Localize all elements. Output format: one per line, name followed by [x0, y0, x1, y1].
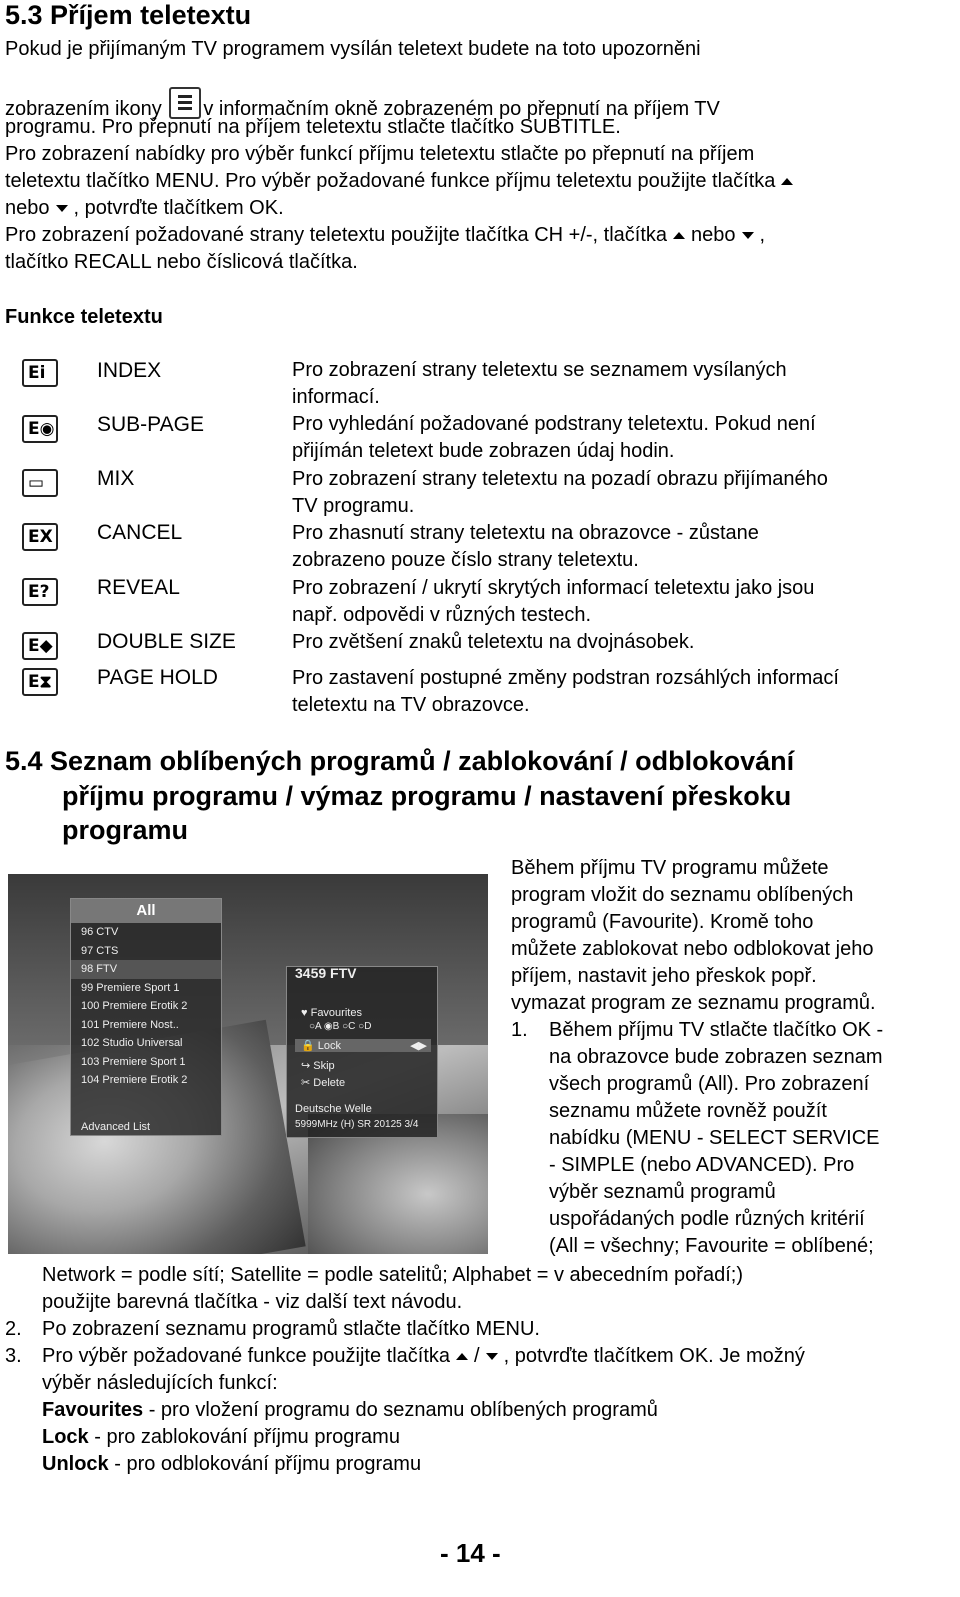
paragraph-line: Pro zobrazení požadované strany teletextu použijte tlačítka CH +/-, tlačítka nebo ,: [5, 224, 766, 246]
advanced-list-button[interactable]: Advanced List: [81, 1121, 151, 1133]
double-size-icon: E◆: [22, 632, 58, 660]
paragraph-line: zobrazením ikony v informačním okně zobrazeném po přepnutí na příjem TV: [5, 87, 720, 123]
channel-info-title: 3459 FTV: [295, 965, 357, 981]
step-1-continued: Network = podle sítí; Satellite = podle satelitů; Alphabet = v abecedním pořadí;): [42, 1264, 743, 1286]
subpage-icon: E◉: [22, 415, 58, 443]
arrow-up-icon: [673, 232, 685, 239]
function-name: MIX: [97, 467, 135, 490]
function-desc: Pro vyhledání požadované podstrany teletextu. Pokud není přijímán teletext bude zobrazen údaj hodin.: [292, 413, 816, 462]
step-3-text: výběr následujících funkcí:: [42, 1372, 278, 1394]
paragraph-line: tlačítko RECALL nebo číslicová tlačítka.: [5, 251, 358, 273]
provider-name: Deutsche Welle: [295, 1103, 372, 1115]
channel-item[interactable]: 100 Premiere Erotik 2: [81, 1000, 188, 1012]
channel-options-panel: [286, 966, 438, 1138]
channel-item[interactable]: 104 Premiere Erotik 2: [81, 1074, 188, 1086]
arrow-down-icon: [56, 205, 68, 212]
arrow-down-icon: [742, 232, 754, 239]
function-desc: Pro zhasnutí strany teletextu na obrazovce - zůstane zobrazeno pouze číslo strany teletextu.: [292, 522, 759, 571]
option-lock: Lock - pro zablokování příjmu programu: [42, 1426, 400, 1448]
step-number: 3.: [5, 1345, 22, 1367]
intro-paragraph: Během příjmu TV programu můžete program vložit do seznamu oblíbených programů (Favourite). Kromě toho můžete zablokovat nebo odblokovat jeho příjem, nastavit jeho přeskok popř. vymazat program ze seznamu programů.: [511, 857, 876, 1014]
function-name: DOUBLE SIZE: [97, 630, 236, 653]
section-title-line: příjmu programu / výmaz programu / nastavení přeskoku: [62, 781, 792, 811]
section-title-5-4: 5.4 Seznam oblíbených programů / zablokování / odblokování: [5, 746, 795, 776]
section-title-line: programu: [62, 815, 189, 845]
channel-item[interactable]: 99 Premiere Sport 1: [81, 981, 180, 994]
function-desc: Pro zvětšení znaků teletextu na dvojnásobek.: [292, 631, 695, 653]
channel-item[interactable]: 102 Studio Universal: [81, 1037, 183, 1049]
tv-screenshot: [8, 874, 488, 1254]
frequency-info: 5999MHz (H) SR 20125 3/4: [295, 1119, 419, 1130]
step-1-continued: použijte barevná tlačítka - viz další text návodu.: [42, 1291, 463, 1313]
functions-heading: Funkce teletextu: [5, 306, 163, 328]
function-name: PAGE HOLD: [97, 666, 218, 689]
index-icon: Ei: [22, 359, 58, 387]
channel-item-selected[interactable]: 98 FTV: [71, 960, 221, 979]
paragraph-line: Pro zobrazení nabídky pro výběr funkcí příjmu teletextu stlačte po přepnutí na příjem: [5, 143, 755, 165]
option-unlock: Unlock - pro odblokování příjmu programu: [42, 1453, 422, 1475]
option-favourites: Favourites - pro vložení programu do seznamu oblíbených programů: [42, 1399, 658, 1421]
mix-icon: ▭: [22, 469, 58, 497]
step-1-text: Během příjmu TV stlačte tlačítko OK - na obrazovce bude zobrazen seznam všech programů (All). Pro zobrazení seznamu můžete rovněž použít nabídku (MENU - SELECT SERVICE - SIMPLE (nebo ADVANCED). Pro výběr seznamů programů uspořádaných podle různých kritérií (All = všechny; Favourite = oblíbené;: [549, 1019, 884, 1257]
channel-item[interactable]: 97 CTS: [81, 944, 119, 957]
step-3-text: Pro výběr požadované funkce použijte tlačítka / , potvrďte tlačítkem OK. Je možný: [42, 1345, 805, 1367]
favourites-option[interactable]: ♥ Favourites: [301, 1007, 362, 1019]
channel-list-panel: [70, 898, 222, 1136]
function-name: REVEAL: [97, 576, 180, 599]
step-2-text: Po zobrazení seznamu programů stlačte tlačítko MENU.: [42, 1318, 540, 1340]
channel-item[interactable]: 101 Premiere Nost..: [81, 1018, 179, 1031]
page-number: - 14 -: [440, 1538, 501, 1568]
function-desc: Pro zobrazení strany teletextu se seznamem vysílaných informací.: [292, 359, 787, 408]
reveal-icon: E?: [22, 578, 58, 606]
channel-item[interactable]: 96 CTV: [81, 926, 119, 938]
page-hold-icon: E⧗: [22, 668, 58, 696]
favourites-groups[interactable]: ○A ◉B ○C ○D: [309, 1021, 372, 1032]
section-title-5-3: 5.3 Příjem teletextu: [5, 0, 252, 30]
channel-list-title: All: [71, 899, 221, 923]
function-desc: Pro zobrazení strany teletextu na pozadí obrazu přijímaného TV programu.: [292, 468, 828, 517]
paragraph-line: programu. Pro přepnutí na příjem teletextu stlačte tlačítko SUBTITLE.: [5, 116, 621, 138]
step-number: 1.: [511, 1019, 528, 1041]
channel-item[interactable]: 103 Premiere Sport 1: [81, 1055, 186, 1068]
step-number: 2.: [5, 1318, 22, 1340]
paragraph-line: nebo , potvrďte tlačítkem OK.: [5, 197, 284, 219]
paragraph-line: Pokud je přijímaným TV programem vysílán teletext budete na toto upozorněni: [5, 38, 701, 60]
arrow-up-icon: [456, 1353, 468, 1360]
arrow-up-icon: [781, 178, 793, 185]
function-desc: Pro zastavení postupné změny podstran rozsáhlých informací teletextu na TV obrazovce.: [292, 667, 839, 716]
skip-option[interactable]: ↪ Skip: [301, 1060, 335, 1072]
function-name: CANCEL: [97, 521, 183, 544]
delete-option[interactable]: ✂ Delete: [301, 1077, 346, 1089]
function-desc: Pro zobrazení / ukrytí skrytých informací teletextu jako jsou např. odpovědi v různých testech.: [292, 577, 815, 626]
arrow-down-icon: [486, 1353, 498, 1360]
function-name: INDEX: [97, 359, 162, 382]
cancel-icon: EX: [22, 523, 58, 551]
paragraph-line: teletextu tlačítko MENU. Pro výběr požadované funkce příjmu teletextu použijte tlačítka: [5, 168, 799, 195]
function-name: SUB-PAGE: [97, 413, 204, 436]
lock-option[interactable]: 🔒 Lock ◀▶: [295, 1039, 431, 1052]
